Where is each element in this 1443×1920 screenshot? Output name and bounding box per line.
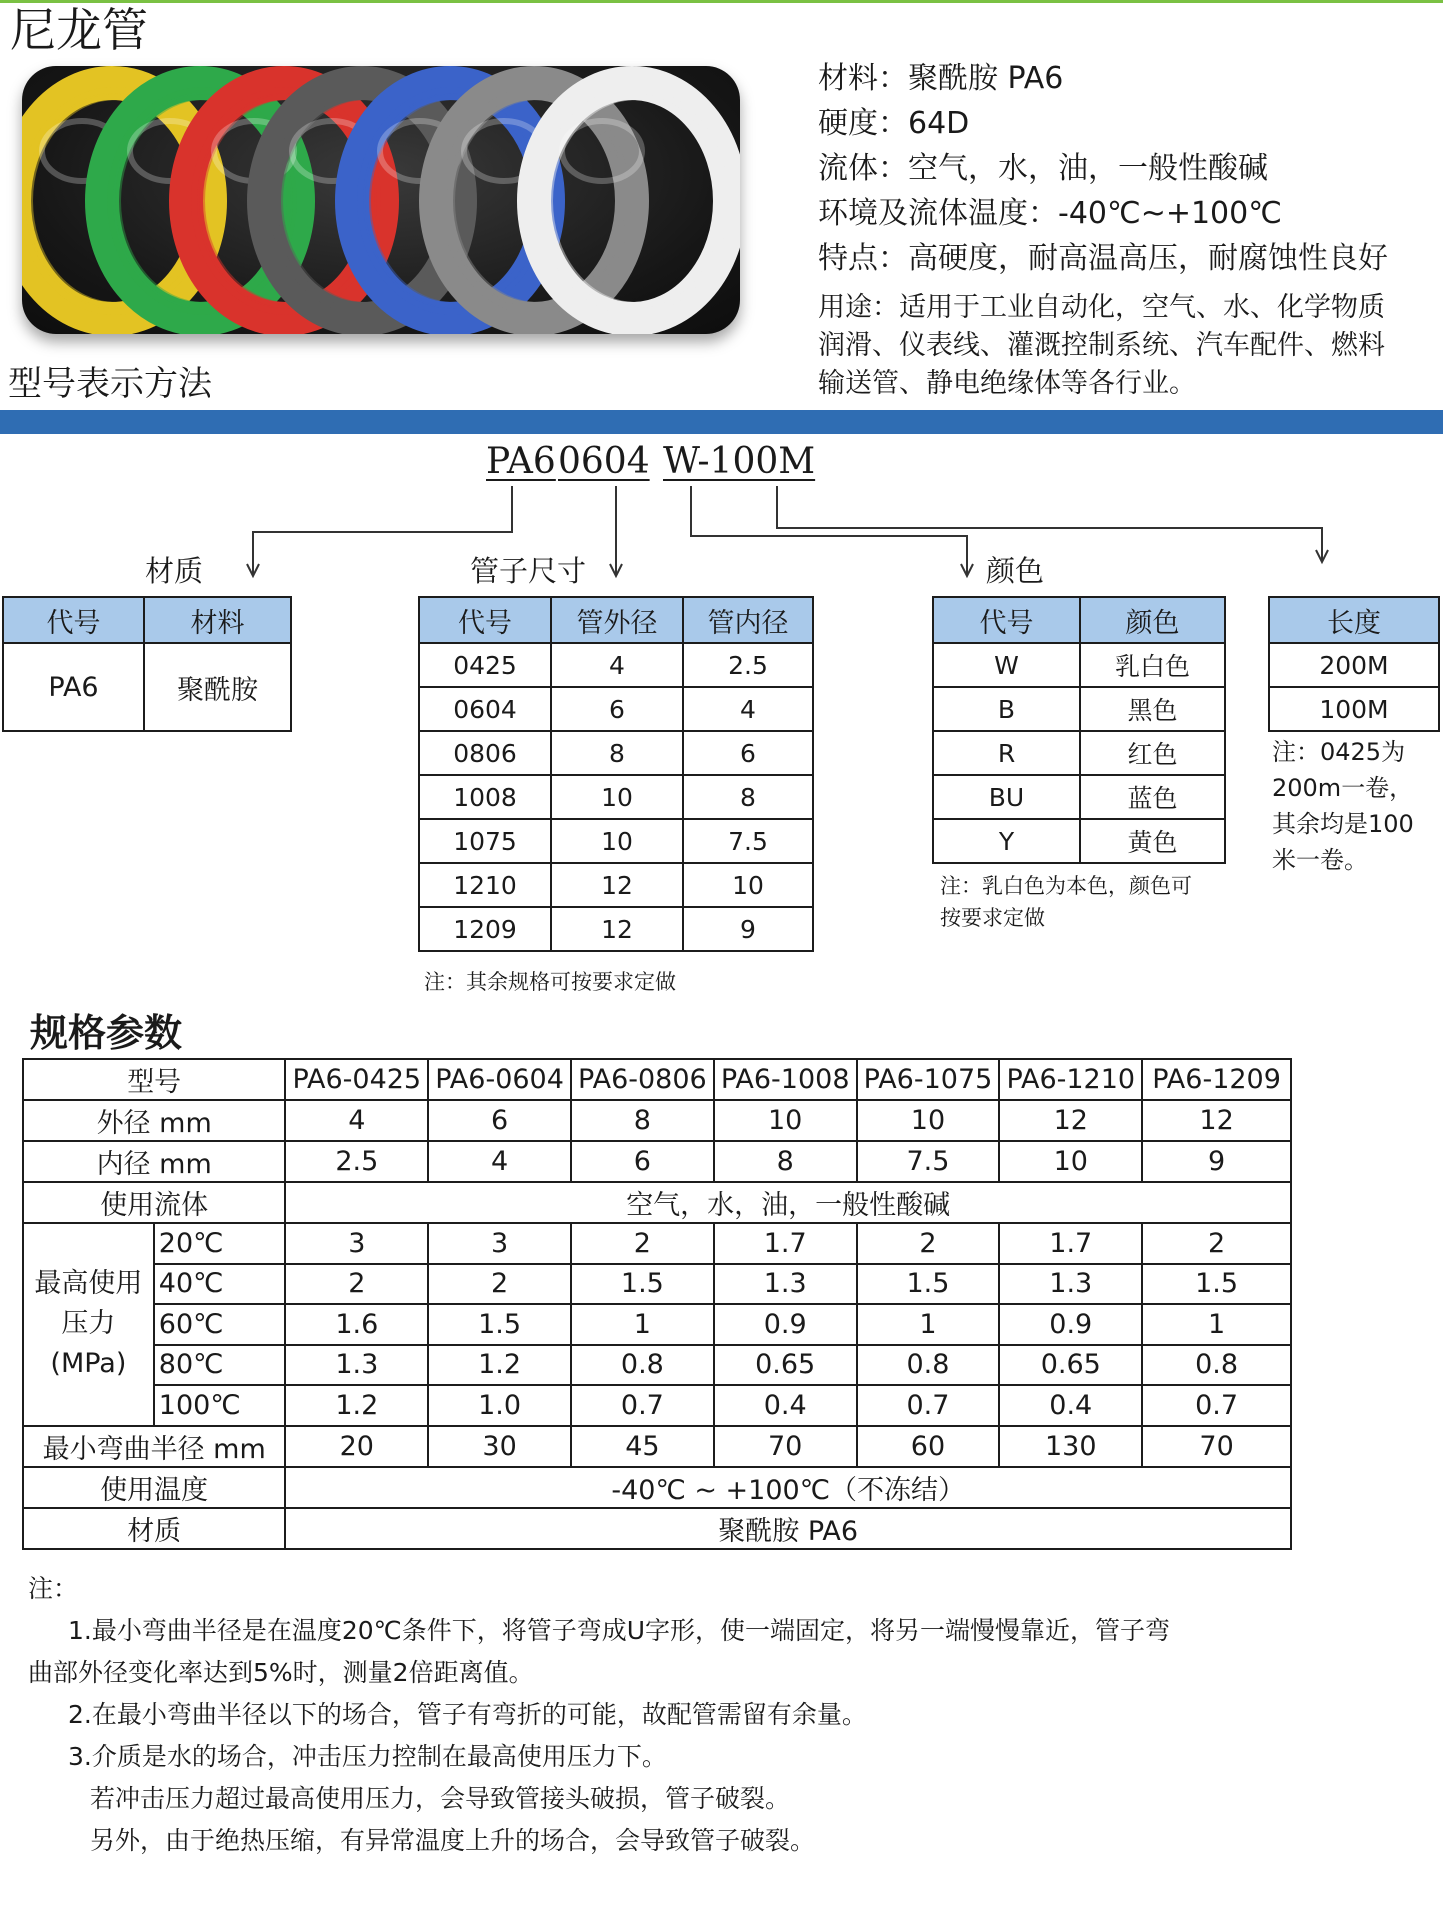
table-cell: 9 <box>683 907 813 951</box>
note-line: 注：0425为 <box>1272 738 1406 766</box>
table-cell: 聚酰胺 <box>144 643 291 731</box>
table-cell: BU <box>933 775 1080 819</box>
row-label: 最小弯曲半径 mm <box>23 1426 285 1467</box>
table-cell: 0425 <box>419 643 551 687</box>
table-cell: 45 <box>571 1426 714 1467</box>
table-cell: PA6 <box>3 643 144 731</box>
table-cell: 6 <box>683 731 813 775</box>
table-cell: 0.8 <box>571 1345 714 1386</box>
table-cell: 0.7 <box>857 1385 1000 1426</box>
table-cell: 20 <box>285 1426 428 1467</box>
table-row <box>23 1059 1291 1100</box>
table-cell: 2 <box>1142 1223 1291 1264</box>
section-divider-bar <box>0 410 1443 434</box>
spec-material: 材料：聚酰胺 PA6 <box>818 61 1064 96</box>
product-photo <box>22 66 740 334</box>
table-cell: 0.7 <box>571 1385 714 1426</box>
model-code-connectors <box>0 480 1443 580</box>
table-cell: 0.8 <box>857 1345 1000 1386</box>
table-cell: 8 <box>714 1141 857 1182</box>
table-cell: 70 <box>1142 1426 1291 1467</box>
group-label-size: 管子尺寸 <box>470 554 587 588</box>
table-cell: 0.4 <box>714 1385 857 1426</box>
model-section-title: 型号表示方法 <box>8 364 212 404</box>
table-cell: 1075 <box>419 819 551 863</box>
spec-usage <box>818 289 1418 403</box>
table-cell: 7.5 <box>683 819 813 863</box>
note-line: 1.最小弯曲半径是在温度20℃条件下，将管子弯成U字形，使一端固定，将另一端慢慢靠近，管子弯 <box>68 1616 1171 1645</box>
table-cell: 4 <box>285 1100 428 1141</box>
model-cell: PA6-1075 <box>857 1059 1000 1100</box>
table-row <box>419 687 813 731</box>
table-row <box>23 1508 1291 1549</box>
table-cell: 1210 <box>419 863 551 907</box>
table-header: 颜色 <box>1080 597 1225 643</box>
table-cell: B <box>933 687 1080 731</box>
table-cell: 1.5 <box>1142 1264 1291 1305</box>
table-row <box>933 775 1225 819</box>
table-cell: 10 <box>857 1100 1000 1141</box>
row-label: 内径 mm <box>23 1141 285 1182</box>
table-cell: 130 <box>999 1426 1142 1467</box>
table-row <box>419 863 813 907</box>
model-cell: PA6-1209 <box>1142 1059 1291 1100</box>
tube-coils-illustration <box>22 66 740 334</box>
table-cell: 60 <box>857 1426 1000 1467</box>
row-label: 使用温度 <box>23 1467 285 1508</box>
table-cell: 9 <box>1142 1141 1291 1182</box>
table-row <box>1269 643 1439 687</box>
note-line: 2.在最小弯曲半径以下的场合，管子有弯折的可能，故配管需留有余量。 <box>68 1700 867 1729</box>
table-row <box>933 731 1225 775</box>
color-code-table <box>932 596 1226 864</box>
table-cell: 6 <box>428 1100 571 1141</box>
table-cell: 黄色 <box>1080 819 1225 863</box>
table-cell: 1209 <box>419 907 551 951</box>
table-cell: 12 <box>1142 1100 1291 1141</box>
table-cell: 1.7 <box>999 1223 1142 1264</box>
table-cell: 1 <box>571 1304 714 1345</box>
table-cell: 12 <box>551 907 683 951</box>
row-label: 外径 mm <box>23 1100 285 1141</box>
table-cell: 1.5 <box>428 1304 571 1345</box>
table-cell: 12 <box>999 1100 1142 1141</box>
table-cell: 0.65 <box>999 1345 1142 1386</box>
table-row <box>419 907 813 951</box>
table-row <box>1269 687 1439 731</box>
table-cell: 70 <box>714 1426 857 1467</box>
row-label: 使用流体 <box>23 1182 285 1223</box>
spec-parameter-table <box>22 1058 1292 1550</box>
temp-cell: 40℃ <box>154 1264 286 1305</box>
group-label-material: 材质 <box>145 554 204 588</box>
table-cell: 0.8 <box>1142 1345 1291 1386</box>
table-cell: 空气，水，油，一般性酸碱 <box>285 1182 1291 1223</box>
spec-section-title: 规格参数 <box>30 1011 183 1055</box>
table-cell: 8 <box>571 1100 714 1141</box>
table-cell: 6 <box>571 1141 714 1182</box>
table-cell: 4 <box>683 687 813 731</box>
table-row <box>419 819 813 863</box>
spec-temperature: 环境及流体温度：-40℃~+100℃ <box>818 196 1282 231</box>
size-table-note: 注：其余规格可按要求定做 <box>424 970 676 994</box>
table-cell: 10 <box>551 819 683 863</box>
spec-summary <box>818 56 1418 403</box>
usage-line: 用途：适用于工业自动化，空气、水、化学物质 <box>818 292 1385 323</box>
label-line: 最高使用 <box>34 1268 143 1300</box>
table-cell: 蓝色 <box>1080 775 1225 819</box>
table-cell: 3 <box>285 1223 428 1264</box>
note-line: 曲部外径变化率达到5%时，测量2倍距离值。 <box>28 1658 534 1687</box>
table-cell: 4 <box>428 1141 571 1182</box>
temp-cell: 20℃ <box>154 1223 286 1264</box>
table-header: 管内径 <box>683 597 813 643</box>
size-code-table <box>418 596 814 952</box>
table-cell: 1.5 <box>571 1264 714 1305</box>
model-cell: PA6-0425 <box>285 1059 428 1100</box>
table-cell: 2.5 <box>285 1141 428 1182</box>
row-label: 材质 <box>23 1508 285 1549</box>
spec-fluid: 流体：空气，水，油，一般性酸碱 <box>818 151 1268 186</box>
table-cell: 黑色 <box>1080 687 1225 731</box>
table-cell: 2 <box>428 1264 571 1305</box>
model-cell: PA6-0806 <box>571 1059 714 1100</box>
table-cell: 30 <box>428 1426 571 1467</box>
table-row <box>23 1467 1291 1508</box>
model-code-color-length: W-100M <box>663 441 816 482</box>
table-cell: 1.3 <box>714 1264 857 1305</box>
note-line: 另外，由于绝热压缩，有异常温度上升的场合，会导致管子破裂。 <box>90 1826 816 1855</box>
table-cell: 1.2 <box>285 1385 428 1426</box>
table-cell: R <box>933 731 1080 775</box>
table-cell: 1.2 <box>428 1345 571 1386</box>
table-row <box>933 643 1225 687</box>
page-title: 尼龙管 <box>10 3 148 57</box>
model-code-size: 0604 <box>558 441 650 482</box>
table-cell: 聚酰胺 PA6 <box>285 1508 1291 1549</box>
table-cell: 0.7 <box>1142 1385 1291 1426</box>
table-cell: 2.5 <box>683 643 813 687</box>
footnotes <box>28 1568 1328 1862</box>
table-row <box>23 1426 1291 1467</box>
notes-heading: 注： <box>28 1574 79 1603</box>
table-cell: -40℃ ~ +100℃（不冻结） <box>285 1467 1291 1508</box>
table-cell: 1.3 <box>999 1264 1142 1305</box>
table-row <box>23 1345 1291 1386</box>
table-cell: 1.6 <box>285 1304 428 1345</box>
label-line: 压力 <box>61 1308 116 1340</box>
table-cell: 1008 <box>419 775 551 819</box>
color-table-note <box>940 870 1192 934</box>
note-line: 200m一卷， <box>1272 774 1414 802</box>
top-accent-line <box>0 0 1443 3</box>
temp-cell: 80℃ <box>154 1345 286 1386</box>
table-row <box>933 819 1225 863</box>
table-header: 管外径 <box>551 597 683 643</box>
table-row <box>23 1385 1291 1426</box>
table-cell: Y <box>933 819 1080 863</box>
table-cell: 12 <box>551 863 683 907</box>
model-cell: PA6-1210 <box>999 1059 1142 1100</box>
table-cell: 10 <box>714 1100 857 1141</box>
group-label-color: 颜色 <box>986 554 1045 588</box>
table-cell: 1 <box>857 1304 1000 1345</box>
table-cell: 0604 <box>419 687 551 731</box>
note-line: 其余均是100 <box>1272 810 1414 838</box>
table-cell: 10 <box>683 863 813 907</box>
table-cell: 0.4 <box>999 1385 1142 1426</box>
table-cell: 100M <box>1269 687 1439 731</box>
table-cell: 8 <box>683 775 813 819</box>
table-cell: 1.5 <box>857 1264 1000 1305</box>
table-header: 代号 <box>933 597 1080 643</box>
note-line: 米一卷。 <box>1272 846 1368 874</box>
table-cell: 0.65 <box>714 1345 857 1386</box>
table-cell: 4 <box>551 643 683 687</box>
table-row <box>419 775 813 819</box>
table-cell: 200M <box>1269 643 1439 687</box>
table-cell: 乳白色 <box>1080 643 1225 687</box>
temp-cell: 60℃ <box>154 1304 286 1345</box>
note-line: 若冲击压力超过最高使用压力，会导致管接头破损，管子破裂。 <box>90 1784 791 1813</box>
table-cell: 红色 <box>1080 731 1225 775</box>
table-row <box>23 1304 1291 1345</box>
model-code-material: PA6 <box>486 441 556 482</box>
table-row <box>419 643 813 687</box>
note-line: 3.介质是水的场合，冲击压力控制在最高使用压力下。 <box>68 1742 667 1771</box>
label-line: (MPa) <box>50 1348 127 1380</box>
model-cell: PA6-1008 <box>714 1059 857 1100</box>
row-label: 型号 <box>23 1059 285 1100</box>
model-cell: PA6-0604 <box>428 1059 571 1100</box>
spec-features: 特点：高硬度，耐高温高压，耐腐蚀性良好 <box>818 241 1388 276</box>
table-cell: 2 <box>857 1223 1000 1264</box>
table-row <box>23 1223 1291 1264</box>
table-row <box>23 1264 1291 1305</box>
table-cell: 0806 <box>419 731 551 775</box>
note-line: 按要求定做 <box>940 906 1045 930</box>
table-cell: 7.5 <box>857 1141 1000 1182</box>
table-row <box>23 1100 1291 1141</box>
table-header: 长度 <box>1269 597 1439 643</box>
table-cell: 8 <box>551 731 683 775</box>
table-cell: W <box>933 643 1080 687</box>
table-cell: 1.7 <box>714 1223 857 1264</box>
table-cell: 3 <box>428 1223 571 1264</box>
table-cell: 1.0 <box>428 1385 571 1426</box>
table-row <box>23 1182 1291 1223</box>
table-row <box>933 687 1225 731</box>
table-cell: 2 <box>285 1264 428 1305</box>
table-row <box>419 731 813 775</box>
table-cell: 6 <box>551 687 683 731</box>
temp-cell: 100℃ <box>154 1385 286 1426</box>
table-cell: 0.9 <box>714 1304 857 1345</box>
length-table-note <box>1272 734 1443 878</box>
length-table <box>1268 596 1440 732</box>
table-cell: 1 <box>1142 1304 1291 1345</box>
table-cell: 2 <box>571 1223 714 1264</box>
table-header: 材料 <box>144 597 291 643</box>
table-cell: 10 <box>551 775 683 819</box>
note-line: 注：乳白色为本色，颜色可 <box>940 874 1192 898</box>
table-cell: 1.3 <box>285 1345 428 1386</box>
usage-line: 输送管、静电绝缘体等各行业。 <box>818 368 1196 399</box>
table-header: 代号 <box>419 597 551 643</box>
material-code-table <box>2 596 292 732</box>
table-cell: 10 <box>999 1141 1142 1182</box>
spec-hardness: 硬度：64D <box>818 106 970 141</box>
table-header: 代号 <box>3 597 144 643</box>
table-cell: 0.9 <box>999 1304 1142 1345</box>
usage-line: 润滑、仪表线、灌溉控制系统、汽车配件、燃料 <box>818 330 1385 361</box>
table-row <box>23 1141 1291 1182</box>
pressure-label <box>23 1223 154 1426</box>
